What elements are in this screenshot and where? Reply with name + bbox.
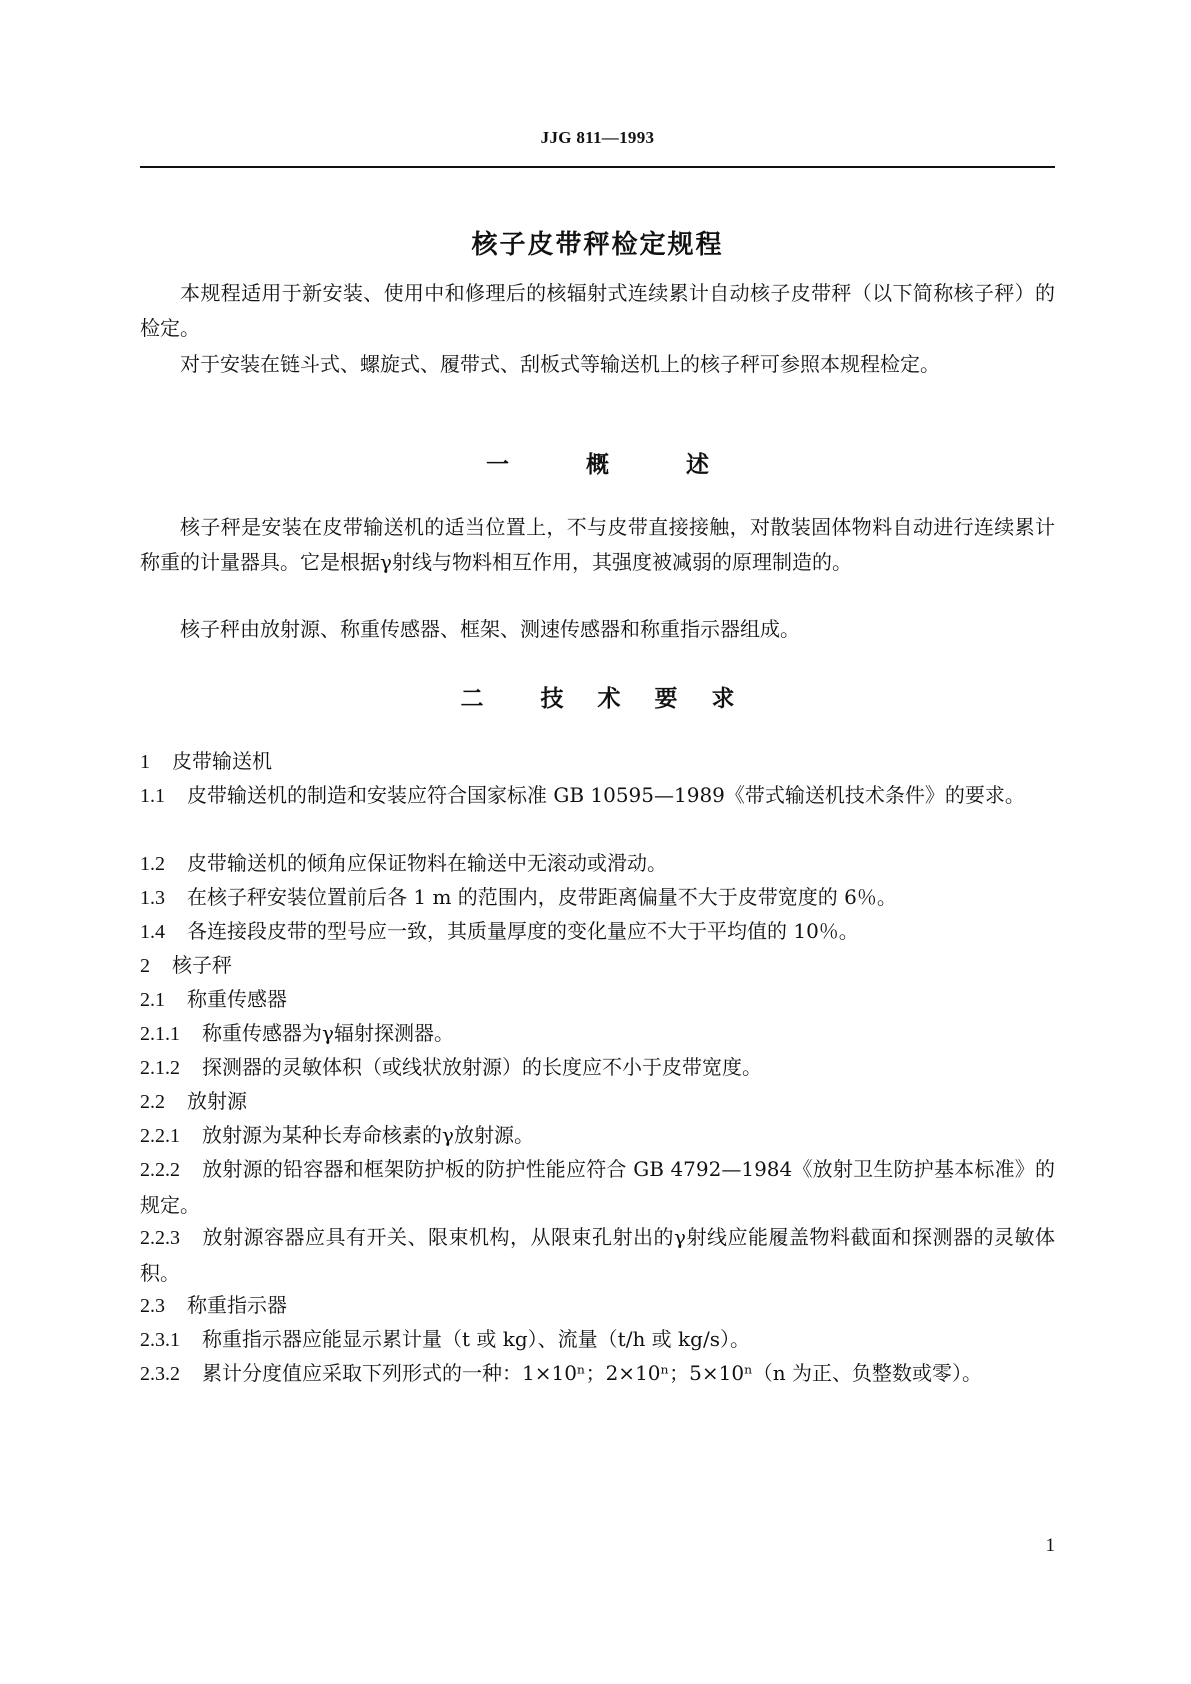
clause-number: 2.2 [140, 1091, 165, 1113]
clause-number: 1.2 [140, 853, 165, 875]
clause-item [140, 982, 1055, 1018]
section-heading-technical-requirements [140, 680, 1055, 713]
clause-text: 皮带输送机 [172, 749, 272, 773]
section-heading-overview [140, 446, 1055, 479]
clause-number: 1 [140, 751, 150, 773]
clause-text: 探测器的灵敏体积（或线状放射源）的长度应不小于皮带宽度。 [202, 1055, 762, 1079]
clause-item [140, 846, 1055, 882]
intro-paragraph-2: 对于安装在链斗式、螺旋式、履带式、刮板式等输送机上的核子秤可参照本规程检定。 [180, 352, 940, 376]
clause-number: 2.1.2 [140, 1057, 180, 1079]
clause-number: 2.1 [140, 989, 165, 1011]
clause-text: 称重指示器应能显示累计量（t 或 kg）、流量（t/h 或 kg/s）。 [202, 1327, 750, 1351]
clause-text: 核子秤 [172, 953, 232, 977]
clause-text: 放射源 [187, 1089, 247, 1113]
overview-paragraph-1: 核子秤是安装在皮带输送机的适当位置上，不与皮带直接接触，对散装固体物料自动进行连续累计称重的计量器具。它是根据γ射线与物料相互作用，其强度被减弱的原理制造的。 [140, 515, 1055, 574]
section-heading-char: 述 [686, 452, 709, 478]
clause-text: 各连接段皮带的型号应一致，其质量厚度的变化量应不大于平均值的 10％。 [187, 919, 859, 943]
clause-item [140, 778, 1055, 814]
page-title: 核子皮带秤检定规程 [471, 230, 724, 260]
clause-text: 累计分度值应采取下列形式的一种：1×10ⁿ；2×10ⁿ；5×10ⁿ（n 为正、负整数或零）。 [202, 1361, 982, 1385]
clause-text: 称重指示器 [187, 1293, 287, 1317]
header-rule [140, 166, 1055, 168]
section-heading-char: 一 [486, 452, 509, 478]
clause-item [140, 1356, 1055, 1392]
section-heading-char: 求 [711, 686, 735, 712]
section-heading-char: 技 [540, 686, 564, 712]
clause-number: 2.2.1 [140, 1125, 180, 1147]
clause-number: 1.4 [140, 921, 165, 943]
clause-text: 皮带输送机的倾角应保证物料在输送中无滚动或滑动。 [187, 851, 667, 875]
clause-number: 1.1 [140, 785, 165, 807]
clause-item [140, 914, 1055, 950]
clause-item [140, 1152, 1055, 1223]
clause-item [140, 948, 1055, 984]
clause-number: 2.2.2 [140, 1159, 180, 1181]
clause-number: 2.2.3 [140, 1227, 180, 1249]
clause-item [140, 1084, 1055, 1120]
section-heading-char: 二 [460, 686, 484, 712]
intro-paragraph-1: 本规程适用于新安装、使用中和修理后的核辐射式连续累计自动核子皮带秤（以下简称核子秤）的检定。 [140, 281, 1055, 340]
clause-text: 皮带输送机的制造和安装应符合国家标准 GB 10595—1989《带式输送机技术条件》的要求。 [187, 783, 1025, 807]
page-number: 1 [1045, 1535, 1055, 1556]
clause-number: 1.3 [140, 887, 165, 909]
clause-item [140, 1288, 1055, 1324]
clause-number: 2.3.1 [140, 1329, 180, 1351]
clause-text: 在核子秤安装位置前后各 1 m 的范围内，皮带距离偏量不大于皮带宽度的 6％。 [187, 885, 897, 909]
clause-text: 称重传感器为γ辐射探测器。 [202, 1021, 454, 1045]
section-heading-char: 要 [654, 686, 678, 712]
clause-text: 称重传感器 [187, 987, 287, 1011]
section-heading-char: 术 [597, 686, 621, 712]
clause-number: 2.1.1 [140, 1023, 180, 1045]
clause-number: 2 [140, 955, 150, 977]
clause-item [140, 880, 1055, 916]
section-heading-char: 概 [586, 452, 609, 478]
clause-text: 放射源为某种长寿命核素的γ放射源。 [202, 1123, 534, 1147]
clause-item [140, 1016, 1055, 1052]
clause-text: 放射源的铅容器和框架防护板的防护性能应符合 GB 4792—1984《放射卫生防护基本标准》的规定。 [140, 1157, 1055, 1217]
clause-text: 放射源容器应具有开关、限束机构，从限束孔射出的γ射线应能履盖物料截面和探测器的灵敏体积。 [140, 1225, 1055, 1285]
clause-number: 2.3 [140, 1295, 165, 1317]
clause-item [140, 744, 1055, 780]
clause-item [140, 1050, 1055, 1086]
clause-item [140, 1322, 1055, 1358]
standard-code-header: JJG 811—1993 [540, 128, 655, 147]
clause-item [140, 1220, 1055, 1291]
clause-number: 2.3.2 [140, 1363, 180, 1385]
overview-paragraph-2: 核子秤由放射源、称重传感器、框架、测速传感器和称重指示器组成。 [180, 617, 800, 641]
clause-item [140, 1118, 1055, 1154]
